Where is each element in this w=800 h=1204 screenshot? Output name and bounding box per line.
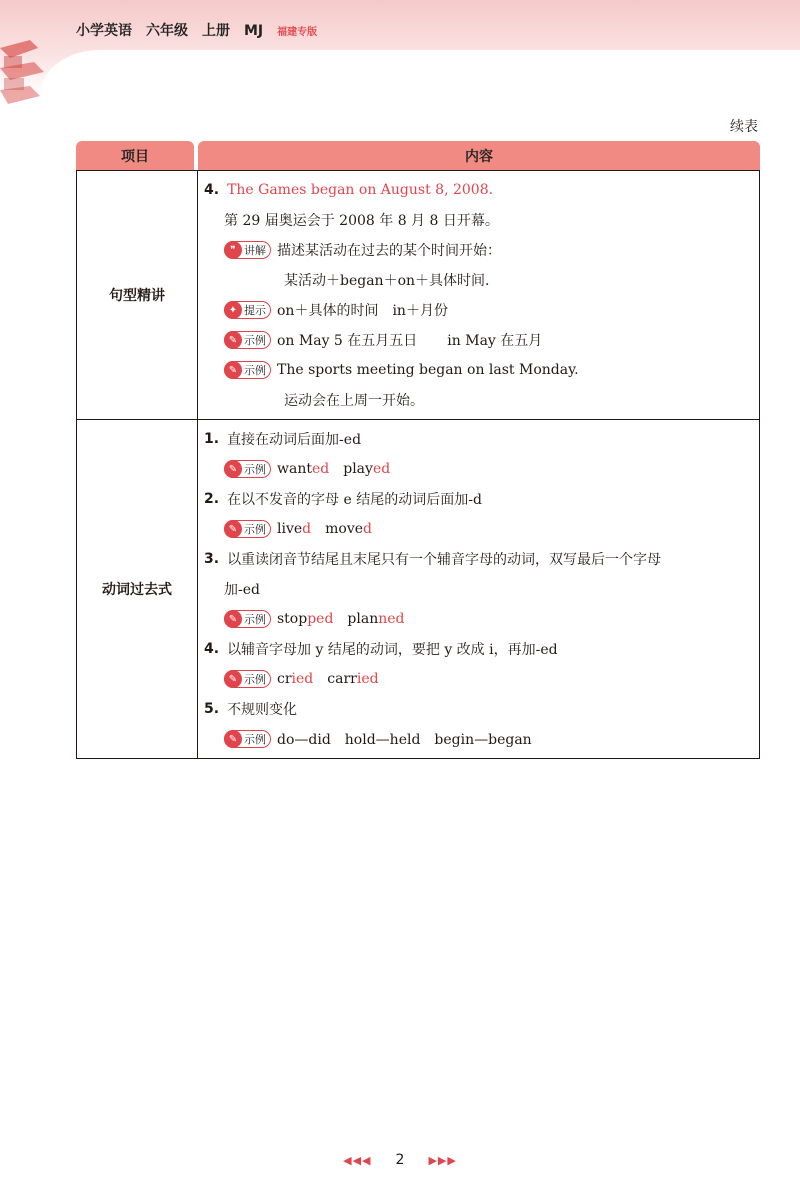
volume: 上册: [202, 23, 230, 39]
example-badge: ✎ 示例: [224, 610, 271, 628]
grade: 六年级: [146, 23, 188, 39]
book-header: [76, 20, 317, 40]
word: moved: [325, 521, 372, 537]
rule-text: 以辅音字母加 y 结尾的动词，要把 y 改成 i，再加-ed: [227, 642, 558, 658]
formula: 某活动＋began＋on＋具体时间.: [284, 273, 490, 289]
word: planned: [347, 611, 405, 627]
rule-text: 在以不发音的字母 e 结尾的动词后面加-d: [227, 492, 482, 508]
example-2-en: The sports meeting began on last Monday.: [277, 362, 579, 378]
tip-b: in＋月份: [392, 303, 448, 319]
right-arrows-icon: ▶▶▶: [428, 1153, 457, 1167]
example-badge: ✎ 示例: [224, 361, 271, 379]
row-label-sentence: 句型精讲: [77, 171, 198, 419]
rule-number: 2.: [204, 491, 220, 507]
rule-text: 不规则变化: [227, 702, 298, 718]
tip-a: on＋具体的时间: [277, 303, 379, 319]
grammar-table: [76, 141, 760, 759]
sentence-title: The Games began on August 8, 2008.: [227, 182, 494, 198]
left-arrows-icon: ◀◀◀: [343, 1153, 372, 1167]
page-number: 2: [395, 1152, 405, 1168]
rule-text: 直接在动词后面加-ed: [227, 432, 362, 448]
rule-text-cont: 加-ed: [224, 582, 260, 598]
word: wanted: [277, 461, 330, 477]
item-number: 4.: [204, 182, 220, 198]
rule-number: 4.: [204, 641, 220, 657]
example-2-cn: 运动会在上周一开始。: [284, 393, 424, 409]
irregular-examples: do—did hold—held begin—began: [277, 732, 532, 748]
pen-icon: ✎: [224, 520, 242, 538]
row-content-sentence: [198, 171, 759, 419]
continue-label: 续表: [730, 119, 758, 135]
word: stopped: [277, 611, 334, 627]
row-content-past-tense: [198, 420, 759, 758]
publisher: MJ: [244, 23, 264, 39]
sentence-translation: 第 29 届奥运会于 2008 年 8 月 8 日开幕。: [224, 213, 499, 229]
lightbulb-icon: ✦: [224, 301, 242, 319]
word: cried: [277, 671, 314, 687]
example-badge: ✎ 示例: [224, 460, 271, 478]
rule-text: 以重读闭音节结尾且末尾只有一个辅音字母的动词，双写最后一个字母: [227, 552, 662, 568]
rule-number: 1.: [204, 431, 220, 447]
page-footer: [0, 1152, 800, 1168]
explain-badge: ❞ 讲解: [224, 241, 271, 259]
tip-badge: ✦ 提示: [224, 301, 271, 319]
pagoda-icon: [0, 18, 48, 118]
rule-number: 3.: [204, 551, 220, 567]
word: played: [343, 461, 391, 477]
explain-text: 描述某活动在过去的某个时间开始：: [277, 243, 501, 259]
chat-icon: ❞: [224, 241, 242, 259]
example-badge: ✎ 示例: [224, 670, 271, 688]
pen-icon: ✎: [224, 730, 242, 748]
example-1b: in May 在五月: [447, 333, 543, 349]
example-1a: on May 5 在五月五日: [277, 333, 418, 349]
pen-icon: ✎: [224, 460, 242, 478]
example-badge: ✎ 示例: [224, 331, 271, 349]
subject: 小学英语: [76, 23, 132, 39]
pen-icon: ✎: [224, 670, 242, 688]
row-label-past-tense: 动词过去式: [77, 420, 198, 758]
header-item: 项目: [76, 141, 194, 170]
edition: 福建专版: [277, 27, 318, 38]
word: lived: [277, 521, 312, 537]
table-row-sentence: [77, 170, 759, 419]
pen-icon: ✎: [224, 361, 242, 379]
example-badge: ✎ 示例: [224, 730, 271, 748]
table-header: [76, 141, 760, 170]
rule-number: 5.: [204, 701, 220, 717]
table-row-past-tense: [77, 419, 759, 758]
pen-icon: ✎: [224, 610, 242, 628]
word: carried: [327, 671, 379, 687]
pen-icon: ✎: [224, 331, 242, 349]
header-content: 内容: [198, 141, 760, 170]
example-badge: ✎ 示例: [224, 520, 271, 538]
